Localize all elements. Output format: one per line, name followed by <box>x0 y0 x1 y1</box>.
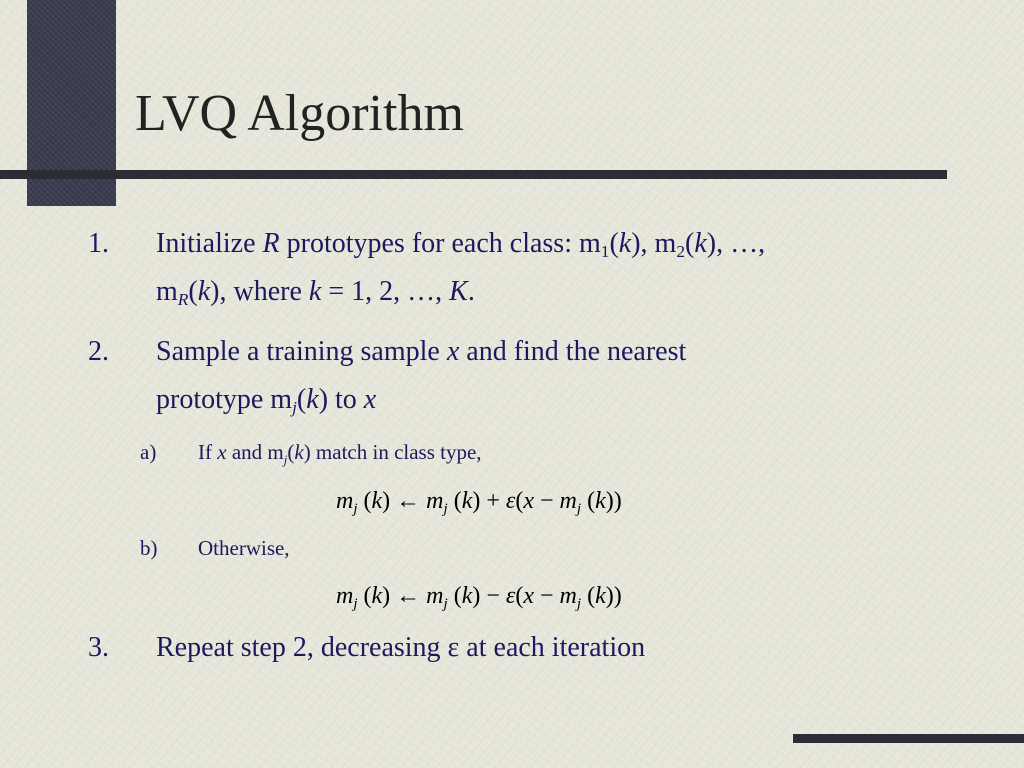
update-equation-match: $m_j$ (k) ← $m_j$ $(k) + \varepsilon(x - m_j$ (k)) <box>336 488 622 517</box>
update-equation-mismatch: $m_j$ (k) ← $m_j$ $(k) - \varepsilon(x - m_j$ (k)) <box>336 583 622 612</box>
list-number: 1. <box>88 228 109 259</box>
list-item-text: Initialize R prototypes for each class: $m_1(k)$, $m_2(k)$, …, $m_R(k)$, where k = 1, 2, …, K. <box>156 228 766 309</box>
footer-accent-bar <box>793 734 1024 743</box>
sub-item-letter: b) <box>140 536 158 560</box>
sub-item-letter: a) <box>140 440 157 464</box>
list-number: 3. <box>88 632 109 663</box>
sub-item-text: Otherwise, <box>198 536 290 560</box>
sub-item-text: If x and $m_j(k)$ match in class type, <box>198 440 482 467</box>
title-underline-bar <box>0 170 947 179</box>
list-item-text: Repeat step 2, decreasing ε at each iteration <box>156 632 646 663</box>
list-number: 2. <box>88 336 109 367</box>
slide-title: LVQ Algorithm <box>135 85 464 142</box>
list-item-text: Sample a training sample x and find the nearest prototype $m_j(k)$ to x <box>156 336 687 417</box>
